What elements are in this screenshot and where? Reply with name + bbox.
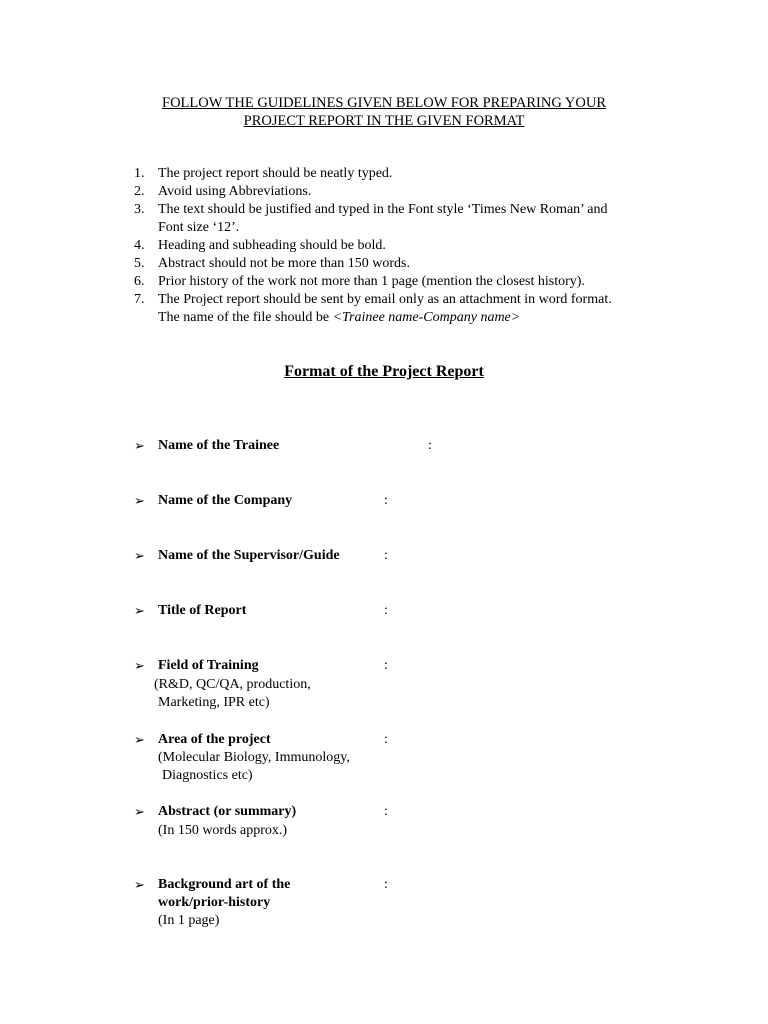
field-label: Background art of the (158, 877, 291, 892)
arrow-bullet-icon: ➢ (134, 804, 145, 819)
field-hint: (R&D, QC/QA, production, (154, 677, 311, 692)
field-label: Field of Training (158, 658, 259, 673)
guideline-text: Avoid using Abbreviations. (158, 184, 312, 199)
guideline-item (134, 183, 694, 201)
guideline-text-continued: Font size ‘12’. (158, 220, 240, 235)
field-colon: : (384, 658, 388, 673)
field-colon: : (384, 548, 388, 563)
field-label: Abstract (or summary) (158, 804, 297, 819)
arrow-bullet-icon: ➢ (134, 493, 145, 508)
guideline-text: Prior history of the work not more than 1 page (mention the closest history). (158, 274, 585, 289)
field-colon: : (384, 603, 388, 618)
field-hint: Diagnostics etc) (162, 768, 253, 783)
field-colon: : (428, 438, 432, 453)
guidelines-heading-line-2: PROJECT REPORT IN THE GIVEN FORMAT (243, 113, 525, 129)
field-hint: Marketing, IPR etc) (158, 695, 270, 710)
field-hint: (In 150 words approx.) (158, 823, 288, 838)
file-name-pattern: <Trainee name-Company name> (332, 310, 521, 325)
arrow-bullet-icon: ➢ (134, 658, 145, 673)
guideline-item (134, 255, 694, 273)
guideline-number: 6. (134, 274, 145, 289)
file-name-prefix: The name of the file should be (158, 310, 333, 325)
arrow-bullet-icon: ➢ (134, 438, 145, 453)
field-colon: : (384, 804, 388, 819)
guideline-item (134, 291, 694, 327)
guideline-number: 7. (134, 292, 145, 307)
format-title: Format of the Project Report (284, 363, 484, 380)
guideline-item (134, 273, 694, 291)
guideline-number: 4. (134, 238, 145, 253)
arrow-bullet-icon: ➢ (134, 877, 145, 892)
guideline-item (134, 165, 694, 183)
field-label: Title of Report (158, 603, 247, 618)
guideline-text: The project report should be neatly typed. (158, 166, 393, 181)
field-hint: (Molecular Biology, Immunology, (158, 750, 350, 765)
guidelines-heading-line-1: FOLLOW THE GUIDELINES GIVEN BELOW FOR PREPARING YOUR (162, 95, 606, 111)
field-colon: : (384, 732, 388, 747)
field-label: Name of the Company (158, 493, 293, 508)
arrow-bullet-icon: ➢ (134, 603, 145, 618)
field-label: Name of the Supervisor/Guide (158, 548, 340, 563)
guidelines-list (134, 165, 694, 327)
guideline-text: The Project report should be sent by email only as an attachment in word format. (158, 292, 612, 307)
guideline-text-continued (158, 309, 694, 327)
field-label-continued: work/prior-history (158, 895, 271, 910)
field-hint: (In 1 page) (158, 913, 220, 928)
guideline-number: 1. (134, 166, 145, 181)
field-label: Name of the Trainee (158, 438, 280, 453)
guideline-item (134, 237, 694, 255)
arrow-bullet-icon: ➢ (134, 732, 145, 747)
guideline-item (134, 201, 694, 237)
guideline-number: 2. (134, 184, 145, 199)
guideline-number: 5. (134, 256, 145, 271)
guideline-number: 3. (134, 202, 145, 217)
field-colon: : (384, 877, 388, 892)
guideline-text: The text should be justified and typed in the Font style ‘Times New Roman’ and (158, 202, 608, 217)
field-label: Area of the project (158, 732, 271, 747)
guideline-text: Heading and subheading should be bold. (158, 238, 386, 253)
arrow-bullet-icon: ➢ (134, 548, 145, 563)
field-colon: : (384, 493, 388, 508)
guideline-text: Abstract should not be more than 150 words. (158, 256, 410, 271)
